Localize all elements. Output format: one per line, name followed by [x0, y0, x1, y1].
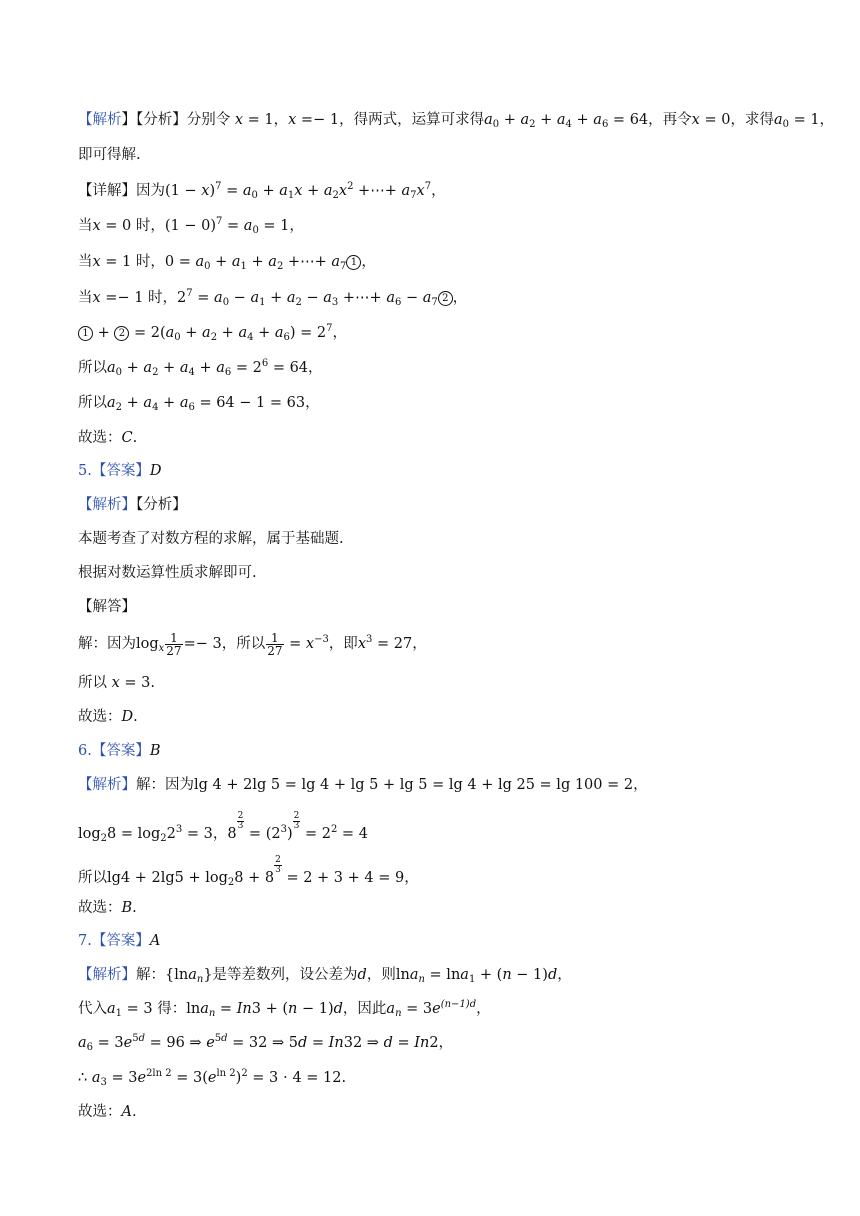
q5-result: 所以 x = 3.	[78, 675, 155, 691]
q7-answer-line	[78, 931, 160, 951]
jiexi-tag: 【解析	[78, 112, 122, 128]
text: 得：	[157, 1001, 187, 1017]
q5-text-2: 根据对数运算性质求解即可.	[78, 565, 257, 581]
text: 故选：	[78, 900, 122, 916]
q6-conclusion: 故选：B.	[78, 900, 137, 916]
xiangjie-tag: 【详解】	[78, 183, 136, 199]
text: 所以	[78, 360, 107, 376]
choice: D	[121, 709, 134, 725]
q5-header	[78, 495, 187, 515]
jiexi-tag: 【解析】	[78, 497, 136, 513]
question-number: 7.	[78, 933, 92, 949]
q4-analysis-line-2: 即可得解.	[78, 147, 141, 163]
q4-conclusion: 故选：C.	[78, 430, 138, 446]
text: 故选：	[78, 1104, 122, 1120]
q5-text-1: 本题考查了对数方程的求解，属于基础题.	[78, 531, 344, 547]
q7-solution-line-3: $a_6 = 3e^{5d} = 96$ ⇒ $e^{5d} = 32$ ⇒ 5d = In32 ⇒ d = In2，	[78, 1033, 454, 1053]
text: 当	[78, 218, 93, 234]
text: 分别令	[186, 112, 231, 128]
text: ，即	[328, 636, 358, 652]
q5-solution-line: 解：因为$\log_x$ $\frac{1}{27}$ =− 3，所以 $\frac{1}{27}$ = $x^{-3}$，即$x^3 = 27$，	[78, 630, 427, 658]
text: 故选：	[78, 430, 122, 446]
text: 时，	[135, 254, 165, 270]
text: 是等差数列，设公差为	[212, 967, 358, 983]
q7-solution-line-2: 代入$a_1 = 3$ 得：lna$_n$ = In3 + (n − 1)d，因此$a_n = 3e^{(n-1)d}$，	[78, 999, 491, 1019]
text: 解：因为	[136, 777, 194, 793]
answer: B	[149, 743, 161, 759]
q4-detail-line-7: 所以$a_2 + a_4 + a_6 = 64 - 1 = 63$，	[78, 395, 320, 413]
text: 所以	[78, 675, 107, 691]
answer: D	[149, 463, 162, 479]
q6-solution-line-2: $\log_28 = \log_22^3 = 3$，8 $\frac{2}{3}$ = $(2^3)$ $\frac{2}{3}$ = $2^2 = 4$	[78, 811, 368, 844]
daan-tag: 【答案】	[91, 743, 150, 759]
text: ，得两式，运算可求得	[339, 112, 485, 128]
text: ，所以	[221, 636, 266, 652]
q7-solution-line-1: 【解析】解：{lna$_n$}是等差数列，设公差为d，则lna$_n$ = lna$_1$ + (n − 1)d，	[78, 967, 572, 985]
text: 所以	[78, 395, 107, 411]
question-number: 5.	[78, 463, 92, 479]
answer: A	[149, 933, 161, 949]
q4-detail-line-3: 当x = 1 时，$0 = a_0 + a_1 + a_2$ +⋯+ $a_7$ 1 ，	[78, 254, 376, 272]
text: ，则	[366, 967, 396, 983]
text: 当	[78, 254, 93, 270]
text: 所以	[78, 870, 107, 886]
text: 故选：	[78, 709, 122, 725]
q6-solution-line-3: 所以$\lg 4 + 2\lg 5 + \log_28 + 8$ $\frac{2}{3}$ = 2 + 3 + 4 = 9，	[78, 855, 419, 888]
text: ，因此	[342, 1001, 387, 1017]
q4-detail-line-4: 当x =− 1 时，$2^7 = a_0 - a_1 + a_2 - a_3$ +⋯+ $a_6 - a_7$ 2 ，	[78, 288, 468, 308]
fenxi-tag: 】【分析】	[121, 112, 187, 128]
q5-answer-line	[78, 461, 161, 481]
q4-detail-line-2: 当x = 0 时，$(1 - 0)^7 = a_0 = 1$，	[78, 216, 304, 236]
fenxi-tag: 【分析】	[136, 497, 187, 513]
text: 时，	[148, 290, 178, 306]
text: 时，	[135, 218, 165, 234]
jiexi-tag: 【解析】	[78, 967, 136, 983]
q4-detail-line-6: 所以$a_0 + a_2 + a_4 + a_6 = 2^6 = 64$，	[78, 358, 323, 378]
q5-conclusion: 故选：D.	[78, 709, 138, 725]
q4-detail-line-5: $1 + 2 = 2(a_0 + a_2 + a_4 + a_6) = 2^7$，	[78, 323, 347, 343]
choice: A	[121, 1104, 132, 1120]
q6-solution-line-1: 【解析】解：因为lg 4 + 2lg 5 = lg 4 + lg 5 + lg 5 = lg 4 + lg 25 = lg 100 = 2，	[78, 777, 648, 793]
jieda-tag: 【解答】	[78, 599, 136, 615]
text: 因为	[136, 183, 165, 199]
q4-detail-line-1: 【详解】因为$(1 - x)^7 = a_0 + a_1x + a_2x^2$ +⋯+ $a_7x^7$，	[78, 181, 446, 201]
text: 解：因为	[78, 636, 136, 652]
q7-solution-line-4: ∴ $a_3 = 3e^{2ln 2} = 3(e^{ln 2})^2 = 3 \cdot 4 = 12$.	[78, 1068, 347, 1088]
daan-tag: 【答案】	[91, 463, 150, 479]
q7-conclusion: 故选：A.	[78, 1104, 137, 1120]
text: ，再令	[648, 112, 692, 128]
jiexi-tag: 【解析】	[78, 777, 136, 793]
q6-answer-line	[78, 741, 161, 761]
question-number: 6.	[78, 743, 92, 759]
daan-tag: 【答案】	[91, 933, 150, 949]
text: ，求得	[730, 112, 774, 128]
q4-analysis-line-1: 【解析】【分析】分别令 x = 1，x =− 1，得两式，运算可求得$a_0 + a_2 + a_4 + a_6 = 64$，再令x = 0，求得$a_0 = 1$，	[78, 112, 835, 130]
text: 代入	[78, 1001, 107, 1017]
text: 当	[78, 290, 93, 306]
choice: B	[121, 900, 133, 916]
text: 解：	[136, 967, 165, 983]
choice: C	[121, 430, 133, 446]
